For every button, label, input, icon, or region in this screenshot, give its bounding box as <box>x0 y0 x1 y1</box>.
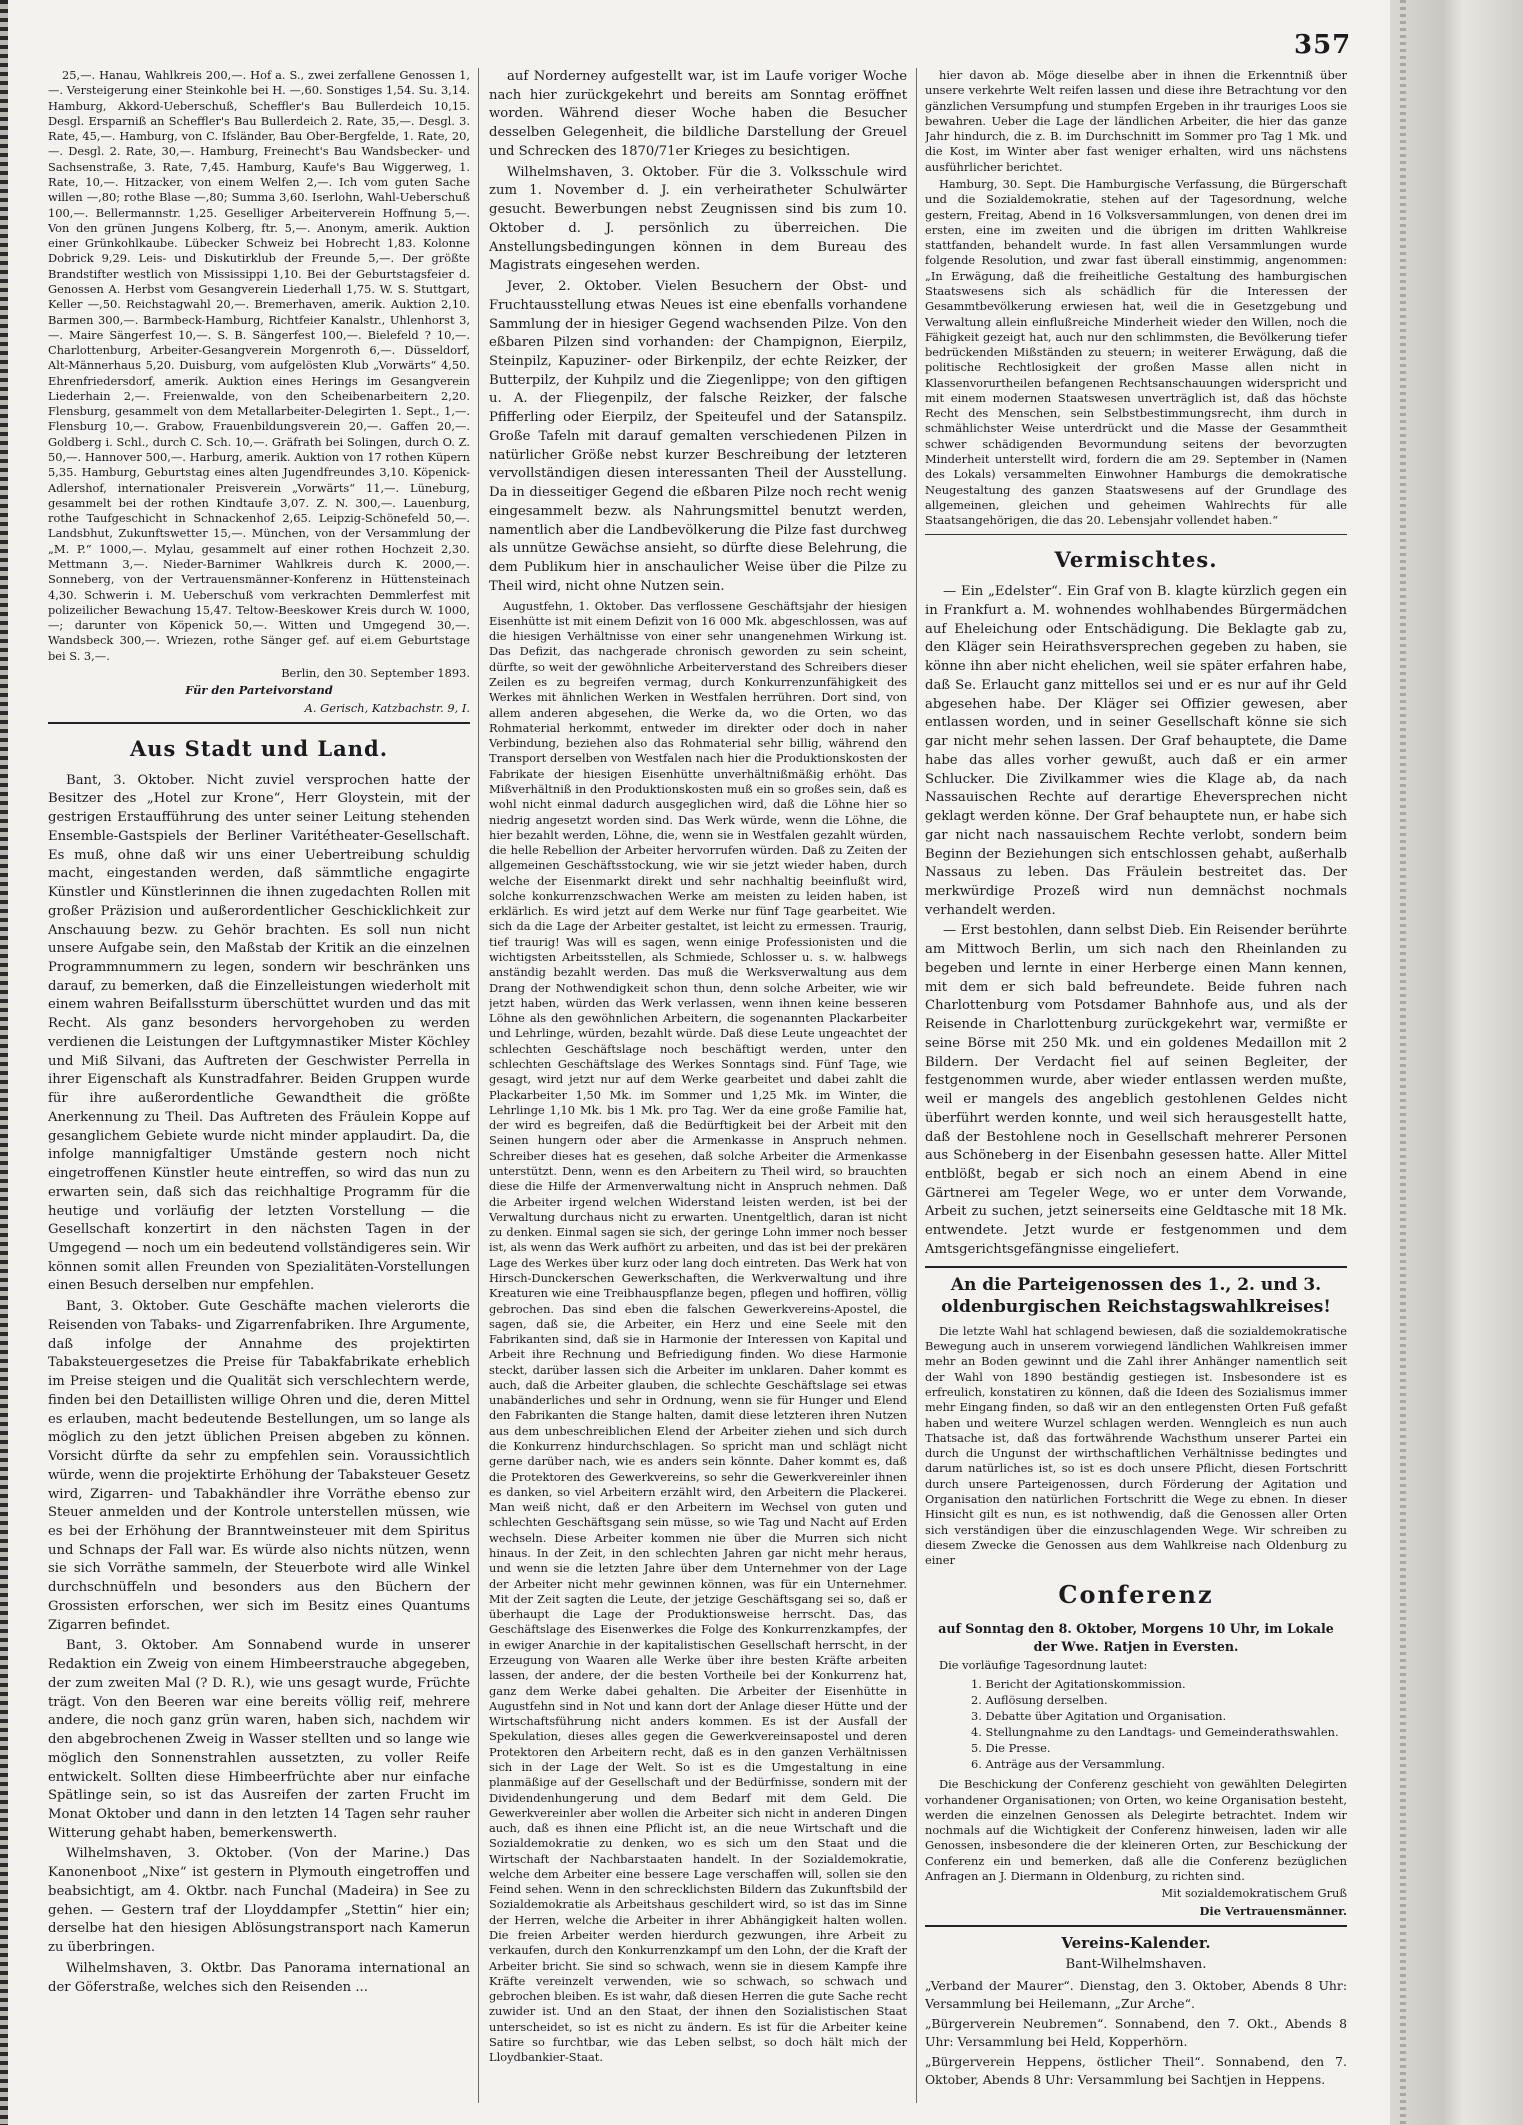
announcement-body <box>925 1324 1347 1569</box>
agenda-item: 3. Debatte über Agitation und Organisation. <box>971 1709 1227 1724</box>
section-heading: Aus Stadt und Land. <box>129 735 389 761</box>
calendar-title: Vereins-Kalender. <box>1061 1933 1211 1952</box>
agenda-intro: Die vorläufige Tagesordnung lautet: <box>939 1658 1148 1673</box>
calendar-entry: „Bürgerverein Heppens, östlicher Theil“. Sonnabend, den 7. Oktober, Abends 8 Uhr: Versammlung bei Sachtjen in Heppens. <box>925 2053 1347 2087</box>
signature-name: A. Gerisch, Katzbachstr. 9, I. <box>304 700 470 715</box>
agenda-item: 2. Auflösung derselben. <box>971 1693 1108 1708</box>
calendar-entry: „Verband der Maurer“. Dienstag, den 3. Oktober, Abends 8 Uhr: Versammlung bei Heilemann, „Zur Arche“. <box>925 1977 1347 2011</box>
page-number: 357 <box>1294 30 1352 60</box>
article-paragraph: Augustfehn, 1. Oktober. Das verflossene Geschäftsjahr der hiesigen Eisenhütte ist mit einem Defizit von 16 000 Mk. abgeschlossen, was auf die hiesigen Verhältnisse von einer sehr unangenehmen Wirkung ist. Das Defizit, das nachgerade chronisch geworden zu sein scheint, dürfte, so weit der gewöhnliche Arbeiterverstand des Schreibers dieser Zeilen es zu begreifen vermag, durch Konkurrenzunfähigkeit des Werkes mit ähnlichen Werken in Westfalen herrühren. Dort sind, von allem anderen abgesehen, die Werke da, wo die Orten, wo das Rohmaterial herkommt, entweder im direkter oder doch in naher Verbindung, beziehen also das Rohmaterial sehr billig, während den Transport derselben von Westfalen nach hier die Produktionskosten der Fabrikate der hiesigen Eisenhütte unverhältnißmäßig erhöht. Das Mißverhältniß in den Produktionskosten muß ein so großes sein, daß es wohl nicht einmal dadurch ausgeglichen wird, daß die Löhne hier so niedrig angesetzt worden sind. Das Werk würde, wenn die Löhne, die hier bezahlt werden, Löhne, die, wenn sie in Westfalen gezahlt würden, die helle Rebellion der Arbeiter hervorrufen würden. Daß zu Zeiten der allgemeinen Geschäftsstockung, wie wir sie jetzt wieder haben, durch welche der Eisenmarkt direkt und sehr nachhaltig beeinflußt wird, solche konkurrenzschwachen Werke am meisten zu leiden haben, ist erklärlich. Es wird jetzt auf dem Werke nur fünf Tage gearbeitet. Wie sich da die Lage der Arbeiter gestaltet, ist leicht zu ermessen. Traurig, tief traurig! Was will es sagen, wenn einige Professionisten und die wichtigsten Arbeitsstellen, als Schmiede, Schlosser u. s. w. halbwegs anständig bezahlt werden. Das muß die Werksverwaltung aus dem Drang der Nothwendigkeit schon thun, denn solche Arbeiter, wie wir jetzt haben, würden das Werk verlassen, wenn ihnen keine besseren Löhne als den gewöhnlichen Arbeitern, die sogenannten Plackarbeiter und Lehrlinge, würden, bezahlt würde. Daß diese Leute ungeachtet der schlechten Geschäftslage noch beschäftigt werden, unter den schlechten Geschäftslage des Werkes Sonntags sind. Fünf Tage, wie gesagt, wird jetzt nur auf dem Werke gearbeitet und dabei zahlt die Plackarbeiter 1,50 Mk. im Sommer und 1,25 Mk. im Winter, die Lehrlinge 1,10 Mk. bis 1 Mk. pro Tag. Wer da eine große Familie hat, der wird es begreifen, daß die Bedürftigkeit bei der Arbeit mit den Seinen hungern oder aber die Armenkasse in Anspruch nehmen. Schreiber dieses hat es gesehen, daß solche Arbeiter die Armenkasse unterstützt. Denn, wenn es den Arbeitern zu Theil wird, so brauchten diese die Hilfe der Armenverwaltung nicht in Anspruch nehmen. Daß die Arbeiter irgend welchen Widerstand leisten werden, ist bei der Verwaltung durchaus nicht zu erwarten. Unentgeltlich, daran ist nicht zu denken. Einmal sagen sie sich, der geringe Lohn immer noch besser ist, als wenn das Werk aufhört zu arbeiten, und das ist bei der prekären Lage des Werkes über kurz oder lang doch eintreten. Das Werk hat von Hirsch-Dunckerschen Gewerkschaften, die Werkverwaltung und ihre Kreaturen wie eine Treibhauspflanze begen, pflegen und hoffiren, völlig gebrochen. Das sind eben die falschen Gewerkvereins-Apostel, die sagen, daß sie, die Arbeiter, ein Herz und eine Seele mit den Fabrikanten sind, daß sie in Harmonie der Interessen von Kapital und Arbeit ihre Rechnung und Befriedigung finden. Wo diese Harmonie steckt, darüber lassen sich die Arbeiter im unklaren. Daher kommt es auch, daß die Arbeiter glauben, die schlechte Geschäftslage sei etwas unabänderliches und sehr in Ordnung, wenn sie für Hunger und Elend den Fabrikanten die Stange halten, damit diese letzteren ihren Nutzen aus dem unbeschreiblichen Elend der Arbeiter ziehen und sich durch die Konkurrenz hindurchschlagen. So spricht man und schlägt nicht gerne darüber nach, wie es anders sein könnte. Daher kommt es, daß die Protektoren des Gewerkvereins, so sehr die Gewerkvereinler ihnen es danken, so viel Arbeitern erzählt wird, den Arbeitern die Plackerei. Man weiß nicht, daß er den Arbeitern im Wechsel von guten und schlechten Geschäftsgang sein müsse, so wie Tag und Nacht auf Erden wechseln. Diese Arbeiter kommen nie über die Murren sich nicht hinaus. In der Zeit, in den schlechten Jahren gar nicht mehr heraus, und wenn sie die letzten Jahre über dem Unternehmer von der Lage der Arbeiter nicht mehr gewinnen können, was für ein Unternehmer. Mit der Zeit sagten die Leute, der jetzige Geschäftsgang sei so, daß er überhaupt die Lage der Produktionsweise herrscht. Das, das Geschäftslage des Eisenwerkes die Folge des Konkurrenzkampfes, der in ewiger Anarchie in der kapitalistischen Gesellschaft herrscht, in der Erzeugung von Waaren alle Werke über ihre besten Kräfte arbeiten lassen, der andere, der die besten Vortheile bei der Konkurrenz hat, ganz dem Werke dabei gehalten. Die Arbeiter der Eisenhütte in Augustfehn sind in Not und kann dort der Anlage dieser Hütte und der Wirtschaftsführung nicht anders kommen. Es ist der Ausfall der Spekulation, dieses alles gegen die Gewerkvereinsapostel und deren Protektoren den Arbeitern recht, daß es in den ganzen Verhältnissen sich in der Lage der Welt. So ist es die Umgestaltung in eine planmäßige auf der Gesellschaft und der Bedürfnisse, sondern mit der Dividendenhungerung und dem Bedarf mit dem Geld. Die Gewerkvereinler aber wollen die Arbeiter sich nicht in anderen Dingen auch, daß es ihnen eine Pflicht ist, an die neue Wirtschaft und die Sozialdemokratie zu denken, wo es sich um den Staat und die Wirtschaft der Nachbarstaaten handelt. In der Sozialdemokratie, welche dem Arbeiter eine bessere Lage verschaffen will, sollen sie den Feind sehen. Wenn in den schrecklichsten Bildern das Zukunftsbild der Sozialdemokratie als Arbeitshaus geschildert wird, so ist das im Sinne der Herren, welche die Arbeiter in ihrer Abhängigkeit halten wollen. Die freien Arbeiter werden hierdurch gezwungen, ihre Arbeit zu verkaufen, durch den Konkurrenzkampf um den Lohn, der die Kraft der Arbeiter bricht. Sie sind so schwach, wenn sie in diesem Kampfe ihre Kräfte vereinzelt verwenden, wie so schwach, so schwach und gebrochen bleiben. Es ist wahr, daß diesen Herren die gute Sache recht zuwider ist. Und an den Staat, der ihnen den Sozialistischen Staat unterscheidet, so ist es nicht zu ändern. Es ist für die Arbeiter keine Satire so furchtbar, wie das Leben selbst, so doch hält mich der Lloydbankier-Staat. <box>489 598 907 2065</box>
binding-edge <box>1400 0 1406 2125</box>
divider <box>48 722 470 724</box>
dateline: Berlin, den 30. September 1893. <box>281 665 470 680</box>
left-margin-rule <box>0 0 8 2125</box>
calendar-entry: „Bürgerverein Neubremen“. Sonnabend, den 7. Okt., Abends 8 Uhr: Versammlung bei Held, Kopperhörn. <box>925 2015 1347 2049</box>
agenda-item: 6. Anträge aus der Versammlung. <box>971 1757 1166 1772</box>
agenda-list <box>971 1677 1347 1773</box>
article-paragraph: Jever, 2. Oktober. Vielen Besuchern der Obst- und Fruchtausstellung etwas Neues ist eine ebenfalls vorhandene Sammlung der in hiesiger Gegend wachsenden Pilze. Von den eßbaren Pilzen sind vorhanden: der Champignon, Eierpilz, Steinpilz, Kapuziner- oder Birkenpilz, der echte Reizker, der Butterpilz, der Kuhpilz und die Ziegenlippe; von den giftigen u. A. der Fliegenpilz, der falsche Reizker, der falsche Pfifferling oder Eierpilz, der Speiteufel und der Satanspilz. Große Tafeln mit darauf gemalten verschiedenen Pilzen in natürlicher Größe nebst kurzer Beschreibung der letzteren vervollständigen diesen interessanten Theil der Ausstellung. Da in diesseitiger Gegend die eßbaren Pilze noch recht wenig eingesammelt bezw. als Nahrungsmittel benutzt werden, namentlich aber die Landbevölkerung die Pilze fast durchweg als unnütze Gewächse ansieht, so dürfte diese Belehrung, die dem Publikum hier in anschaulicher Weise über die Pilze zu Theil wird, nicht ohne Nutzen sein. <box>489 279 907 594</box>
book-binding <box>1390 0 1523 2125</box>
greeting-signature: Die Vertrauensmänner. <box>1199 1903 1347 1918</box>
article-paragraph: — Erst bestohlen, dann selbst Dieb. Ein Reisender berührte am Mittwoch Berlin, um sich nach den Rheinlanden zu begeben und lernte in einer Herberge einen Mann kennen, mit dem er sich bald befreundete. Beide fuhren nach Charlottenburg vom Potsdamer Bahnhofe aus, und als der Reisende in Charlottenburg zurückgekehrt war, vermißte er seine Börse mit 250 Mk. und ein goldenes Medaillon mit 2 Bildern. Der Verdacht fiel auf seinen Begleiter, der festgenommen wurde, aber wieder entlassen werden mußte, weil er mangels des angeblich gestohlenen Geldes nicht überführt werden konnte, und weil sich herausgestellt hatte, daß der Bestohlene noch in Gesellschaft mehrerer Personen aus Schöneberg in der Eisenbahn gesessen hatte. Aller Mittel entblößt, begab er sich noch an einem Abend in eine Gärtnerei am Tegeler Wege, wo er unter dem Vorwande, Arbeit zu suchen, jetzt seinerseits eine Geldtasche mit 18 Mk. entwendete. Jetzt wurde er festgenommen und dem Amtsgerichtsgefängnisse eingeliefert. <box>925 923 1347 1257</box>
donation-text: 25,—. Hanau, Wahlkreis 200,—. Hof a. S., zwei zerfallene Genossen 1,—. Versteigerung einer Steinkohle bei H. —,60. Sonstiges 1,54. Su. 3,14. Hamburg, Akkord-Ueberschuß, Scheffler's Bau Bullerdeich 10,15. Desgl. Ersparniß an Scheffler's Bau Bullerdeich 2. Rate, 35,—. Desgl. 3. Rate, 45,—. Hamburg, von C. Ifsländer, Bau Ober-Bergfelde, 1. Rate, 20,—. Desgl. 2. Rate, 30,—. Hamburg, Freinecht's Bau Wandsbecker- und Sachsenstraße, 3. Rate, 7,45. Hamburg, Kaufe's Bau Wiggerweg, 1. Rate, 10,—. Hitzacker, von einem Welfen 2,—. Ich vom guten Sache willen —,80; rothe Blase —,80; Summa 3,60. Iserlohn, Wahl-Ueberschuß 100,—. Bellermannstr. 1,25. Geselliger Arbeiterverein Hoffnung 5,—. Von den grünen Jungens Kolberg, ftr. 5,—. Anonym, amerik. Auktion einer Grünkohlkaube. Lübecker Schweiz bei Hobrecht 1,83. Kolonne Dobrick 9,29. Leis- und Diskutirklub der Freunde 5,—. Der größte Brandstifter westlich von Mississippi 1,10. Bei der Geburtstagsfeier d. Genossen A. Herbst vom Gesangverein Liederhall 1,75. W. S. Stuttgart, Keller —,50. Reichstagwahl 20,—. Bremerhaven, amerik. Auktion 2,10. Barmen 300,—. Barmbeck-Hamburg, Richtfeier Kanalstr., Uhlenhorst 3,—. Maire Sängerfest 10,—. S. B. Sängerfest 100,—. Bielefeld ? 10,—. Charlottenburg, Arbeiter-Gesangverein Morgenroth 6,—. Düsseldorf, Alt-Männerhaus 5,20. Duisburg, vom aufgelösten Klub „Vorwärts“ 4,50. Ehrenfriedersdorf, amerik. Auktion eines Herings im Gesangverein Liederhain 2,—. Freienwalde, von den Scheibenarbeitern 2,20. Flensburg, gesammelt von dem Metallarbeiter-Delegirten 1. Sept., 1,—. Flensburg 10,—. Grabow, Frauenbildungsverein 20,—. Gaffen 20,—. Goldberg i. Schl., durch C. Sch. 10,—. Gräfrath bei Solingen, durch O. Z. 50,—. Hannover 500,—. Harburg, amerik. Auktion von 17 rothen Küpern 5,35. Hamburg, Geburtstag eines alten Jugendfreundes 3,10. Köpenick-Adlershof, internationaler Preisverein „Vorwärts“ 11,—. Lüneburg, gesammelt bei der rothen Kindtaufe 3,07. Z. N. 300,—. Lauenburg, rothe Taufgeschicht in Schnackenhof 2,65. Leipzig-Schönefeld 50,—. Landsbhut, Zukunftswetter 15,—. München, von der Versammlung der „M. P.“ 1000,—. Mylau, gesammelt auf einer rothen Hochzeit 2,30. Mettmann 3,—. Nieder-Barnimer Wahlkreis durch K. 2000,—. Sonneberg, von der Vertrauensmänner-Konferenz in Hüttensteinach 4,30. Schwerin i. M. Ueberschuß vom verkrachten Demmlerfest mit polizeilicher Bewachung 15,47. Teltow-Beeskower Kreis durch W. 1000,—; darunter von Köpenick 50,—. Witten und Umgegend 30,—. Wandsbeck 300,—. Wriezen, rothe Sänger gef. auf ei.em Geburtstage bei S. 3,—. <box>48 68 470 663</box>
small-print-article <box>489 599 907 2066</box>
column-rule <box>916 68 917 2103</box>
article-paragraph: hier davon ab. Möge dieselbe aber in ihnen die Erkenntniß über unsere verkehrte Welt reifen lassen und diese ihre Betrachtung vor den gänzlichen Versumpfung und stumpfen Ergeben in ihr trauriges Loos sie bewahren. Ueber die Lage der ländlichen Arbeiter, die hier das ganze Jahr hindurch, die z. B. im Durchschnitt im Sommer pro Tag 1 Mk. und die Kost, im Winter aber fast weniger erhalten, wird uns nächstens ausführlicher berichtet. <box>925 68 1347 174</box>
donation-list <box>48 68 470 716</box>
agenda-item: 1. Bericht der Agitationskommission. <box>971 1677 1186 1692</box>
article-paragraph: Wilhelmshaven, 3. Oktober. (Von der Marine.) Das Kanonenboot „Nixe“ ist gestern in Plymouth eingetroffen und beabsichtigt, am 4. Oktbr. nach Funchal (Madeira) in See zu gehen. — Gestern traf der Lloyddampfer „Stettin“ hier ein; derselbe hat den hiesigen Ablösungstransport nach Kamerun zu überbringen. <box>48 1846 470 1956</box>
article-paragraph: Wilhelmshaven, 3. Oktbr. Das Panorama international an der Göferstraße, welches sich den Reisenden ... <box>48 1960 470 1995</box>
section-heading: Vermischtes. <box>1054 547 1218 573</box>
article-paragraph: Die Beschickung der Conferenz geschieht von gewählten Delegirten vorhandener Organisationen; von Orten, wo keine Organisation besteht, werden die einzelnen Genossen als Delegirte betrachtet. Indem wir nochmals auf die Wichtigkeit der Conferenz hinweisen, laden wir alle Genossen, insbesondere die der kleineren Orten, zur Beschickung der Conferenz ein und bemerken, daß alle die Conferenz bezüglichen Anfragen an J. Diermann in Oldenburg, zu richten sind. <box>925 1777 1347 1883</box>
column-1 <box>48 68 470 2103</box>
article-paragraph: Die letzte Wahl hat schlagend bewiesen, daß die sozialdemokratische Bewegung auch in unserem vorwiegend ländlichen Wahlkreisen immer mehr an Boden gewinnt und die Zahl ihrer Anhänger namentlich seit der Wahl von 1890 beständig gestiegen ist. Insbesondere ist es erfreulich, konstatiren zu können, daß die Ideen des Sozialismus immer mehr Eingang finden, so daß wir an den entlegensten Orten Fuß gefaßt haben und weitere Wurzel schlagen werden. Wenngleich es nun auch Thatsache ist, daß das fortwährende Wachsthum unserer Partei ein durch die Ungunst der wirthschaftlichen Verhältnisse bedingtes und darum natürliches ist, so ist es doch unsere Pflicht, diesen Fortschritt durch unsere Parteigenossen, durch Förderung der Agitation und Organisation den natürlichen Fortschritt die Wege zu ebnen. In dieser Hinsicht gilt es nun, es ist nothwendig, daß die Genossen aller Orten sich verständigen über die einzuschlagenden Wege. Wir schreiben zu diesem Zwecke die Genossen aus dem Wahlkreise nach Oldenburg zu einer <box>925 1323 1347 1568</box>
small-print-block <box>925 68 1347 528</box>
signature-title: Für den Parteivorstand <box>185 683 333 698</box>
agenda-item: 5. Die Presse. <box>971 1741 1051 1756</box>
article-paragraph: Wilhelmshaven, 3. Oktober. Für die 3. Volksschule wird zum 1. November d. J. ein verheiratheter Schulwärter gesucht. Bewerbungen nebst Zeugnissen sind bis zum 10. Oktober d. J. persönlich zu überreichen. Die Anstellungsbedingungen können in dem Bureau des Magistrats eingesehen werden. <box>489 164 907 274</box>
column-3 <box>925 68 1347 2103</box>
agenda-item: 4. Stellungnahme zu den Landtags- und Gemeinderathswahlen. <box>971 1725 1339 1740</box>
divider <box>925 1925 1347 1927</box>
column-2 <box>489 68 907 2103</box>
column-rule <box>478 68 479 2103</box>
greeting: Mit sozialdemokratischem Gruß <box>1161 1886 1347 1901</box>
article-paragraph: — Ein „Edelster“. Ein Graf von B. klagte kürzlich gegen ein in Frankfurt a. M. wohnendes wohlhabendes Bürgermädchen auf Eheleichung oder Entschädigung. Die Beklagte gab zu, den Kläger sein Heirathsversprechen gegeben zu haben, sie könne ihn aber nicht ehelichen, weil sie später erfahren habe, daß Se. Erlaucht ganz mittellos sei und er es nur auf ihr Geld abgesehen habe. Der Kläger sei Offizier gewesen, aber entlassen worden, und in seiner Gesellschaft könne sie sich gar nicht mehr sehen lassen. Der Graf behauptete, die Dame habe das alles vorher gewußt, auch daß er ein armer Schlucker. Die Zivilkammer wies die Klage ab, da nach Nassauischen Rechte auf derartige Eheversprechen nicht geklagt werden könne. Der Graf behauptete nun, er habe sich gar nicht nach nassauischem Rechte verlobt, sondern beim Beginn der Beziehungen sich entschlossen gehabt, außerhalb Nassaus zu leben. Das Fräulein bestreitet das. Der merkwürdige Prozeß wird nun demnächst nochmals verhandelt werden. <box>925 584 1347 918</box>
article-paragraph: Bant, 3. Oktober. Am Sonnabend wurde in unserer Redaktion ein Zweig von einem Himbeerstrauche abgegeben, der zum zweiten Mal (? D. R.), wie uns gesagt wurde, Früchte trägt. Von den Beeren war eine bereits völlig reif, mehrere andere, die noch ganz grün waren, haben sich, nachdem wir den abgebrochenen Zweig in Wasser stellten und so lange wie möglich den Sonnenstrahlen aussetzten, zu voller Reife entwickelt. Sollten diese Himbeerfrüchte aber nur einfache Spätlinge sein, so ist das Ausreifen der zarten Frucht im Monat Oktober und dann in den letzten 14 Tagen sehr rauher Witterung gehabt haben, bemerkenswerth. <box>48 1638 470 1841</box>
calendar-subtitle: Bant-Wilhelmshaven. <box>1065 1957 1207 1973</box>
agenda-block <box>925 1658 1347 1919</box>
conference-date: auf Sonntag den 8. Oktober, Morgens 10 Uhr, im Lokale der Wwe. Ratjen in Eversten. <box>938 1621 1334 1655</box>
article-paragraph: Hamburg, 30. Sept. Die Hamburgische Verfassung, die Bürgerschaft und die Sozialdemokratie, stehen auf der Tagesordnung, welche gestern, Freitag, Abend in 16 Volksversammlungen, von denen drei im ersten, eine im zweiten und die übrigen im dritten Wahlkreise stattfanden, behandelt wurde. In fast allen Versammlungen wurde folgende Resolution, und zwar fast überall einstimmig, angenommen: „In Erwägung, daß die freiheitliche Gestaltung des hamburgischen Staatswesens sich als schädlich für die Interessen der Gesammtbevölkerung erwiesen hat, weil die in Gesetzgebung und Verwaltung allein einflußreiche Minderheit wieder den Willen, noch die Fähigkeit gezeigt hat, auch nur den schlimmsten, die Bevölkerung tiefer bedrückenden Mißständen zu steuern; in weiterer Erwägung, daß die politische Rechtlosigkeit der großen Masse allen nicht in Klassenvorurtheilen befangenen Rechtsanschauungen widerspricht und mit einem modernen Staatswesen unverträglich ist, daß das höchste Recht des Menschen, sein Selbstbestimmungsrecht, ihm durch in schmählichster Weise unterdrückt und die Masse der Gesammtheit schwer schädigenden Bevormundung seitens der bevorzugten Minderheit unterstellt wird, fordern die am 29. September in (Namen des Lokals) versammelten Einwohner Hamburgs die demokratische Neugestaltung des ganzen Staatswesens auf der Grundlage des allgemeinen, gleichen und geheimen Wahlrechts für alle Staatsangehörigen, die das 20. Lebensjahr vollendet haben.“ <box>925 176 1347 528</box>
divider <box>925 1266 1347 1268</box>
announcement-headline: An die Parteigenossen des 1., 2. und 3. oldenburgischen Reichstagswahlkreises! <box>941 1274 1331 1317</box>
article-paragraph: Bant, 3. Oktober. Gute Geschäfte machen vielerorts die Reisenden von Tabaks- und Zigarrenfabriken. Ihre Argumente, daß infolge der Annahme des projektirten Tabaksteuergesetzes die Preise für Tabakfabrikate erheblich im Preise steigen und die Qualität sich verschlechtern werde, finden bei den Detaillisten willige Ohren und die, deren Mittel es erlauben, macht bedeutende Bestellungen, um so lange als möglich zu den jetzt üblichen Preisen abgeben zu können. Vorsicht dürfte da sehr zu empfehlen sein. Voraussichtlich würde, wenn die projektirte Erhöhung der Tabaksteuer Gesetz wird, Zigarren- und Tabakhändler ihre Vorräthe ebenso zur Steuer anmelden und der Kontrole unterstellen müssen, wie es bei der Erhöhung der Branntweinsteuer mit dem Spiritus und Schnaps der Fall war. Es würde also nichts nützen, wenn sie sich Vorräthe sammeln, der Steuerbote wird alle Winkel durchschnüffeln und besonders aus den Büchern der Grossisten erforschen, wer sich im Besitz eines Quantums Zigarren befindet. <box>48 1299 470 1633</box>
article-paragraph: auf Norderney aufgestellt war, ist im Laufe voriger Woche nach hier zurückgekehrt und bereits am Sonntag eröffnet worden. Während dieser Woche haben die Besucher desselben Gelegenheit, die bildliche Darstellung der Greuel und Schrecken des 1870/71er Krieges zu besichtigen. <box>489 69 907 159</box>
conference-heading: Conferenz <box>1058 1580 1214 1610</box>
article-paragraph: Bant, 3. Oktober. Nicht zuviel versprochen hatte der Besitzer des „Hotel zur Krone“, Herr Gloystein, mit der gestrigen Erstaufführung des unter seiner Leitung stehenden Ensemble-Gastspiels der Berliner Varitétheater-Gesellschaft. Es muß, ohne daß wir uns einer Uebertreibung schuldig macht, eingestanden werden, daß sämmtliche engagirte Künstler und Künstlerinnen die ihnen zugedachten Rollen mit großer Präzision und außerordentlicher Geschicklichkeit zur Anschauung bezw. zu Gehör brachten. Es soll nun nicht unsere Aufgabe sein, den Maßstab der Kritik an die einzelnen Programmnummern zu legen, sondern wir beschränken uns darauf, zu bemerken, daß die Einzelleistungen wiederholt mit einem wahren Beifallssturm überschüttet wurden und das mit Recht. Als ganz besonders hervorgehoben zu werden verdienen die Leistungen der Luftgymnastiker Mister Köchley und Miß Silvani, das Auftreten der Geschwister Perrella in ihrer Eigenschaft als Kunstradfahrer. Beiden Gruppen wurde für ihre außerordentliche Gewandtheit die größte Anerkennung zu Theil. Das Auftreten des Fräulein Koppe auf gesanglichem Gebiete wurde nicht minder applaudirt. Da, die infolge mannigfaltiger Umstände gestern noch nicht eingetroffenen Künstler heute eintreffen, so wird das nun zu erwarten sein, daß sich das reichhaltige Programm für die heutige und vorläufig der letzten Vorstellung — die Gesellschaft konzertirt in den nächsten Tagen in der Umgegend — noch um ein bedeutend vollständigeres sein. Wir können somit allen Freunden von Spezialitäten-Vorstellungen einen Besuch derselben nur empfehlen. <box>48 772 470 1294</box>
divider <box>925 534 1347 535</box>
